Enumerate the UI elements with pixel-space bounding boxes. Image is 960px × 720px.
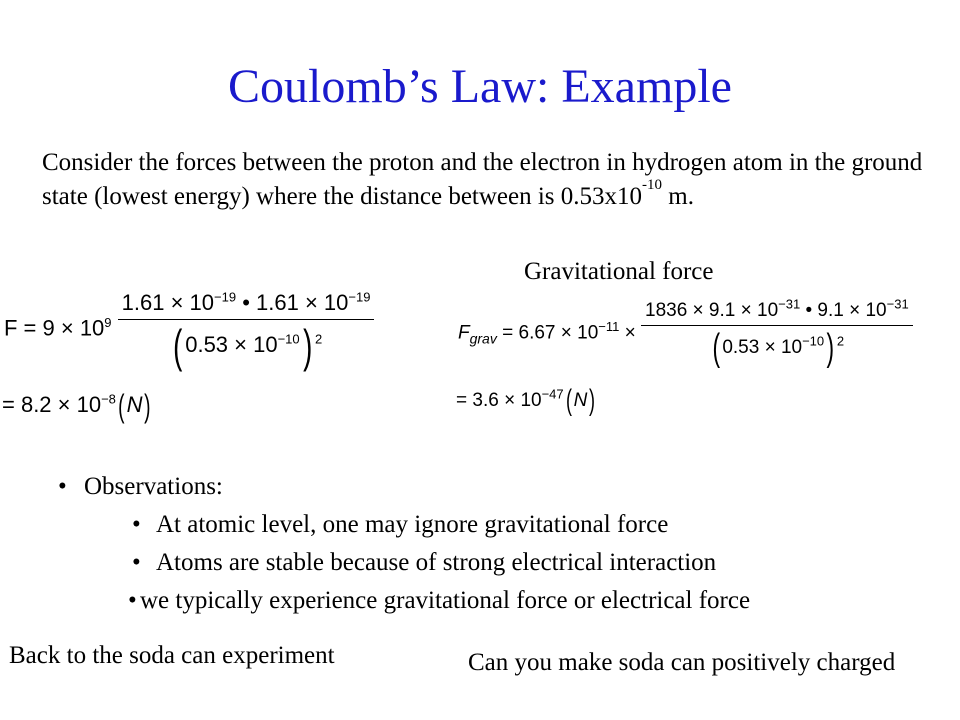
electric-force-result: = $8.2 \times 10^{-8}(N)$ — [2, 388, 151, 424]
electric-force-formula — [4, 289, 374, 372]
gravity-den-power: 2 — [836, 333, 845, 349]
intro-text: Consider the forces between the proton and the electron in hydrogen atom in the ground state (lowest energy) where the distance between is 0.53x10 — [42, 149, 923, 210]
gravity-force-formula: $F_{grav} = 6.67 \times 10^{-11}$ × $\frac{1836 \times 9.1 \times 10^{-31} • 9.1 \times 10^{-31}}{( 0.53 \times 10^{-10}) ^2}$ — [458, 300, 913, 367]
observation-item: • At atomic level, one may ignore gravitational force — [132, 506, 750, 544]
electric-den-exp: −10 — [277, 331, 300, 347]
slide-title: Coulomb’s Law: Example — [228, 60, 732, 113]
gravity-den-base: 0.53 × 10 — [722, 337, 803, 359]
electric-den-power: 2 — [314, 331, 323, 347]
gravity-fraction — [641, 296, 913, 369]
intro-text-end: m. — [662, 183, 694, 210]
electric-result: = 8.2 × 10 — [2, 391, 102, 417]
gravity-denominator: ( $0.53 \times 10^{-10}$) $^2$ — [641, 325, 913, 367]
gravity-result: = 3.6 × 10 — [456, 390, 542, 412]
electric-lhs: F = 9 × 10 — [4, 315, 105, 341]
gravity-result-exp: −47 — [541, 386, 564, 402]
gravity-num-a: 1836 × 9.1 × 10 — [645, 300, 779, 321]
gravity-den-exp: −10 — [802, 333, 825, 349]
electric-result-exp: −8 — [101, 391, 116, 407]
electric-fraction — [118, 289, 375, 372]
gravity-num-b-exp: −31 — [886, 296, 909, 312]
gravity-num-a-exp: −31 — [778, 296, 801, 312]
gravitational-force-label: Gravitational force — [524, 258, 714, 285]
electric-num-b-exp: −19 — [348, 289, 371, 305]
gravity-lhs-sub: grav — [469, 330, 497, 347]
observation-item: • Atoms are stable because of strong electrical interaction — [132, 544, 750, 582]
charge-question-text: Can you make soda can positively charged — [468, 649, 896, 676]
soda-experiment-text: Back to the soda can experiment — [9, 642, 335, 669]
electric-result-unit: N — [126, 391, 143, 417]
gravity-dot: • — [800, 300, 818, 321]
electric-lhs-exp: 9 — [104, 314, 112, 330]
electric-numerator — [118, 290, 375, 319]
electric-num-b: 1.61 × 10 — [256, 290, 349, 315]
intro-exponent: -10 — [642, 177, 663, 193]
electric-dot: • — [236, 290, 257, 315]
gravity-num-b: 9.1 × 10 — [817, 300, 887, 321]
electric-den-base: 0.53 × 10 — [185, 331, 278, 357]
gravity-force-result: = $3.6 \times 10^{-47}$( N) — [456, 384, 596, 417]
gravity-result-unit: N — [573, 390, 588, 412]
gravity-lhs: F — [458, 322, 470, 344]
gravity-coef-exp: −11 — [598, 319, 620, 335]
intro-paragraph — [42, 146, 942, 214]
observations-heading: • Observations: • At atomic level, one may ignore gravitational force • Atoms are stable because of strong electrical interaction • we typically experience gravitational force or electrical force — [58, 468, 750, 620]
electric-num-a: 1.61 × 10 — [121, 290, 215, 315]
observations-sublist — [84, 506, 750, 620]
observations-list — [58, 468, 750, 620]
gravity-numerator — [641, 296, 913, 325]
gravity-coef: = 6.67 × 10 — [496, 322, 599, 344]
observation-item: • we typically experience gravitational force or electrical force — [128, 582, 750, 620]
electric-num-a-exp: −19 — [214, 289, 237, 305]
electric-denominator: ( $0.53 \times 10^{-10}$) $^2$ — [118, 319, 375, 369]
